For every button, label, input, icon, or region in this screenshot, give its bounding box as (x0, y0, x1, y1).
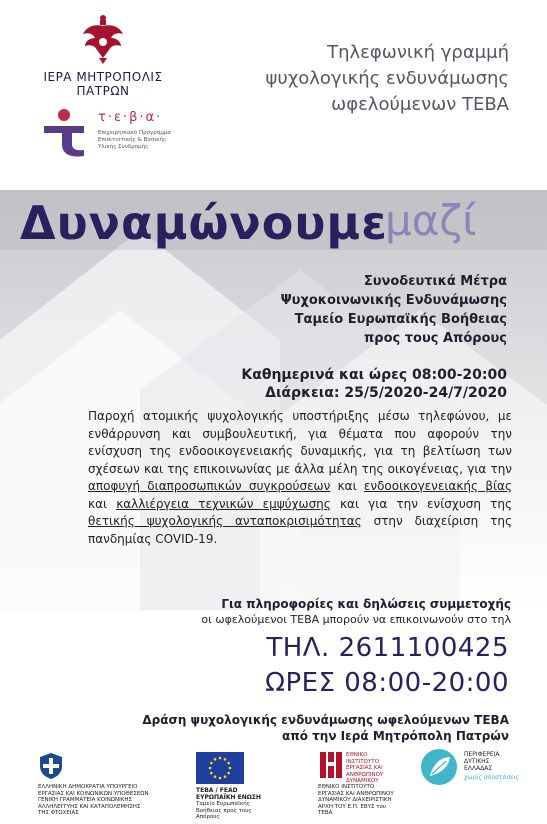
schedule-duration: Διάρκεια: 25/5/2020-24/7/2020 (265, 385, 507, 401)
page-title (249, 40, 509, 118)
body-text-4: και για την ενίσχυση της (330, 496, 512, 511)
double-headed-eagle-icon (81, 14, 125, 66)
metropolis-name-line2: ΠΑΤΡΩΝ (76, 84, 130, 98)
schedule-block (241, 366, 507, 402)
title-line3: ωφελούμενων ΤΕΒΑ (331, 94, 509, 115)
phone-number: ΤΗΛ. 2611100425 (266, 633, 509, 663)
body-text-1: Παροχή ατομικής ψυχολογικής υποστήριξης μέσω τηλεφώνου, με ενθάρρυνση και συμβουλευτική, για θέματα που αφορούν την ενίσχυση της ενδοοικογενειακής δυναμικής, για τη βελτίωση των σχέσεων και της επικοινωνίας με άλλα μέλη της οικογένειας, για την (88, 409, 512, 476)
action-line1: Δράση ψυχολογικής ενδυνάμωσης ωφελούμενων ΤΕΒΑ (142, 713, 509, 727)
body-underline-1: αποφυγή διαπροσωπικών συγκρούσεων (88, 479, 331, 493)
description-paragraph (88, 408, 512, 548)
hours: ΩΡΕΣ 08:00-20:00 (265, 668, 509, 698)
eu-flag-icon (196, 752, 244, 784)
schedule-daily: Καθημερινά και ώρες 08:00-20:00 (241, 367, 507, 383)
region-line2: ΔΥΤΙΚΗΣ (464, 758, 490, 765)
region-tagline: χωρίς αποστάσεις (464, 774, 520, 781)
body-underline-2: ενδοοικογενειακής βίας (363, 479, 512, 493)
eu-caption-2: ΕΥΡΩΠΑΪΚΗ ΕΝΩΣΗ (196, 793, 261, 801)
info-block (51, 596, 511, 628)
eiead-caption: ΕΘΝΙΚΟ ΙΝΣΤΙΤΟΥΤΟ ΕΡΓΑΣΙΑΣ ΚΑΙ ΑΝΘΡΩΠΙΝΟΥ ΔΥΝΑΜΙΚΟΥ ΔΙΑΧΕΙΡΙΣΤΙΚΗ ΑΡΧΗ ΤΟΥ Ε.Π. ΕΒΥΣ του ΤΕΒΑ (318, 784, 394, 816)
teva-wordmark: τ·ε·β·α· (98, 110, 163, 125)
eiead-logo-icon (318, 750, 344, 780)
gov-caption: ΕΛΛΗΝΙΚΗ ΔΗΜΟΚΡΑΤΙΑ ΥΠΟΥΡΓΕΙΟ ΕΡΓΑΣΙΑΣ ΚΑΙ ΚΟΙΝΩΝΙΚΩΝ ΥΠΟΘΕΣΕΩΝ ΓΕΝΙΚΗ ΓΡΑΜΜΑΤΕΙΑ ΚΟΙΝΩΝΙΚΗΣ ΑΛΛΗΛΕΓΓΥΗΣ ΚΑΙ ΚΑΤΑΠΟΛΕΜΗΣΗΣ ΤΗΣ ΦΤΩΧΕΙΑΣ (38, 784, 149, 816)
body-text-3: και (88, 496, 117, 511)
eu-caption-3: Ταμείο Ευρωπαϊκής Βοήθειας προς τους Απόρους (196, 801, 252, 820)
metropolis-logo (38, 14, 168, 98)
eu-caption-1: TEBA / FEAD (196, 787, 238, 794)
teva-logo (40, 106, 180, 166)
body-text-2: και (330, 479, 364, 493)
footer-eiead-logo (318, 750, 408, 817)
info-line2: οι ωφελούμενοι ΤΕΒΑ μπορούν να επικοινωνούν στο τηλ (201, 613, 511, 626)
measures-line1: Συνοδευτικά Μέτρα (363, 274, 507, 289)
region-line3: ΕΛΛΑΔΑΣ (464, 765, 493, 772)
footer-gov-logo (38, 752, 148, 817)
body-text-5: στην διαχείριση της πανδημίας COVID-19. (88, 514, 513, 546)
body-underline-3: καλλιέργεια τεχνικών εμψύχωσης (116, 496, 331, 511)
action-line2: από την Ιερά Μητρόπολη Πατρών (281, 729, 509, 743)
eiead-side-text: ΕΘΝΙΚΟ ΙΝΣΤΙΤΟΥΤΟ ΕΡΓΑΣΙΑΣ ΚΑΙ ΑΝΘΡΩΠΙΝΟΥ ΔΥΝΑΜΙΚΟΥ (346, 752, 384, 784)
measures-line3: Ταμείο Ευρωπαϊκής Βοήθειας (294, 312, 507, 327)
metropolis-name-line1: ΙΕΡΑ ΜΗΤΡΟΠΟΛΙΣ (43, 70, 163, 84)
action-block (89, 712, 509, 744)
greek-emblem-icon (38, 752, 64, 780)
body-underline-4: θετικής ψυχολογικής ανταποκρισιμότητας (88, 514, 362, 528)
footer-region-logo (420, 748, 520, 790)
title-line1: Τηλεφωνική γραμμή (327, 42, 509, 63)
measures-line2: Ψυχοκοινωνικής Ενδυνάμωσης (280, 293, 507, 308)
headline-second: μαζί (385, 196, 477, 245)
info-line1: Για πληροφορίες και δηλώσεις συμμετοχής (221, 597, 511, 611)
region-leaf-icon (420, 748, 458, 786)
headline-main: Δυναμώνουμε (20, 196, 388, 250)
title-line2: ψυχολογικής ενδυνάμωσης (265, 68, 509, 89)
teva-subtitle: Επιχειρησιακό Πρόγραμμα Επισιτιστικής & Βασικής Υλικής Συνδρομής (98, 130, 171, 150)
footer-eu-logo (196, 752, 276, 821)
measures-block (247, 272, 507, 348)
teva-t-icon (40, 106, 92, 158)
region-line1: ΠΕΡΙΦΕΡΕΙΑ (464, 751, 500, 758)
measures-line4: προς τους Απόρους (364, 331, 507, 346)
